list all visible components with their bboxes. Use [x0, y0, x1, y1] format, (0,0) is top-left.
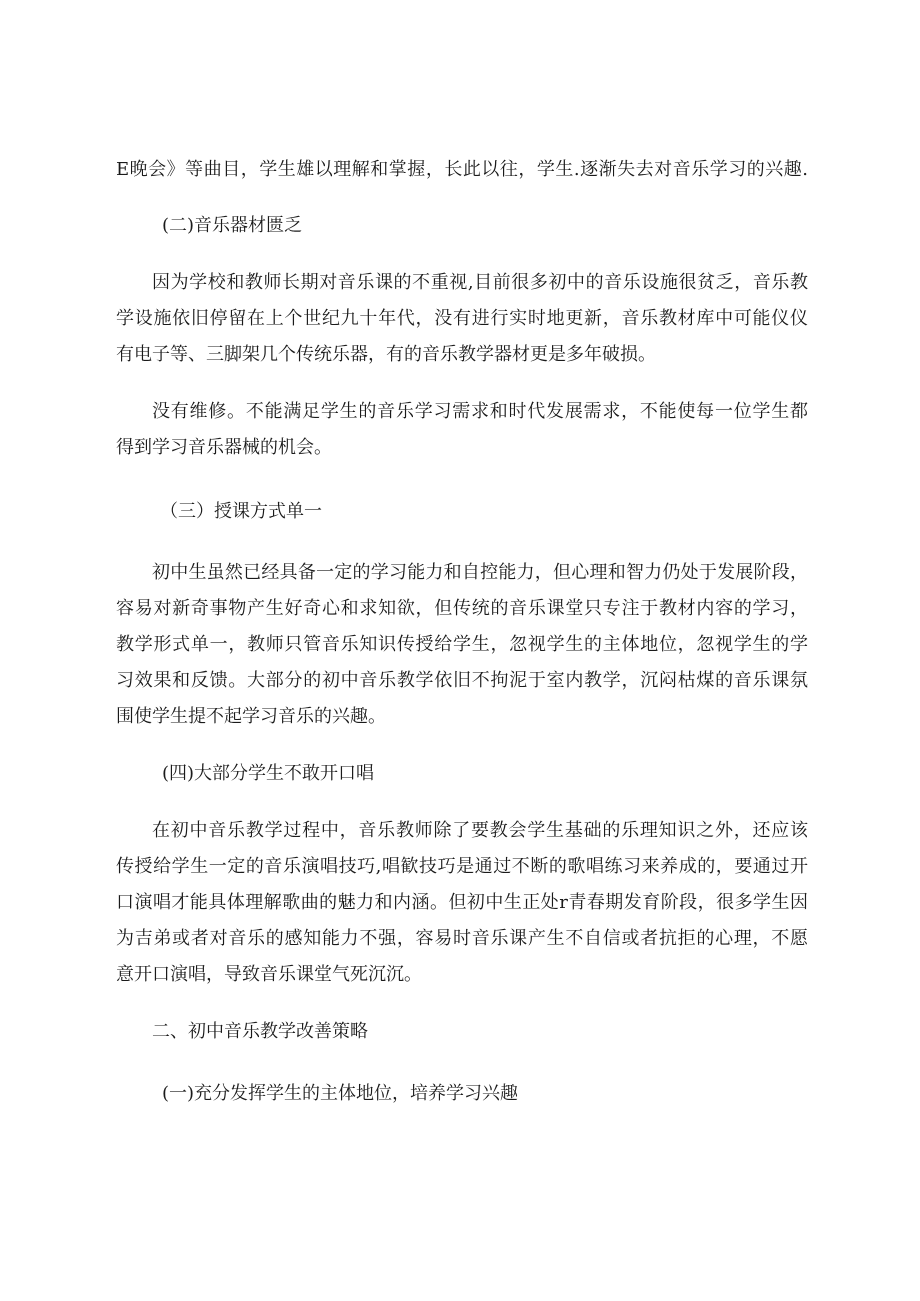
paragraph-line: 得到学习音乐器械的机会。 — [116, 437, 332, 458]
paragraph-line: 为吉弟或者对音乐的感知能力不强，容易时音乐课产生不自信或者抗拒的心理，不愿 — [116, 928, 808, 949]
section-heading-improvement-strategies: 二、初中音乐教学改善策略 — [152, 1021, 368, 1042]
paragraph-line: 在初中音乐教学过程中，音乐教师除了要教会学生基础的乐理知识之外，还应该 — [152, 820, 808, 841]
paragraph-line: 没有维修。不能满足学生的音乐学习需求和时代发展需求，不能使每一位学生都 — [152, 401, 808, 422]
paragraph-line: 口演唱才能具体理解歌曲的魅力和内涵。但初中生正处r青春期发育阶段，很多学生因 — [116, 892, 808, 913]
heading-student-subject-role: (一)充分发挥学生的主体地位，培养学习兴趣 — [162, 1083, 519, 1104]
paragraph-line: 因为学校和教师长期对音乐课的不重视,目前很多初中的音乐设施很贫乏，音乐教 — [152, 272, 808, 293]
paragraph-line: 围使学生提不起学习音乐的兴趣。 — [116, 706, 386, 727]
paragraph-line: 学设施依旧停留在上个世纪九十年代，没有进行实时地更新，音乐教材库中可能仪仪 — [116, 308, 808, 329]
paragraph-line: 容易对新奇事物产生好奇心和求知欲，但传统的音乐课堂只专注于教材内容的学习， — [116, 598, 808, 619]
paragraph-line: 初中生虽然已经具备一定的学习能力和自控能力，但心理和智力仍处于发展阶段， — [152, 562, 808, 583]
heading-equipment-shortage: (二)音乐器材匮乏 — [162, 215, 303, 236]
heading-single-teaching-method: （三）授课方式单一 — [160, 501, 322, 522]
heading-afraid-to-sing: (四)大部分学生不敢开口唱 — [162, 763, 375, 784]
paragraph-line: 教学形式单一，教师只管音乐知识传授给学生，忽视学生的主体地位，忽视学生的学 — [116, 634, 808, 655]
carry-over-line: E晚会》等曲目，学生雄以理解和掌握，长此以往，学生.逐渐失去对音乐学习的兴趣. — [116, 159, 808, 180]
paragraph-line: 传授给学生一定的音乐演唱技巧,唱歓技巧是通过不断的歌唱练习来养成的，要通过开 — [116, 856, 808, 877]
paragraph-line: 意开口演唱，导致音乐课堂气死沉沉。 — [116, 964, 422, 985]
paragraph-line: 习效果和反馈。大部分的初中音乐教学依旧不拘泥于室内教学，沉闷枯煤的音乐课氛 — [116, 670, 808, 691]
paragraph-line: 有电子等、三脚架几个传统乐器，有的音乐教学器材更是多年破损。 — [116, 344, 656, 365]
